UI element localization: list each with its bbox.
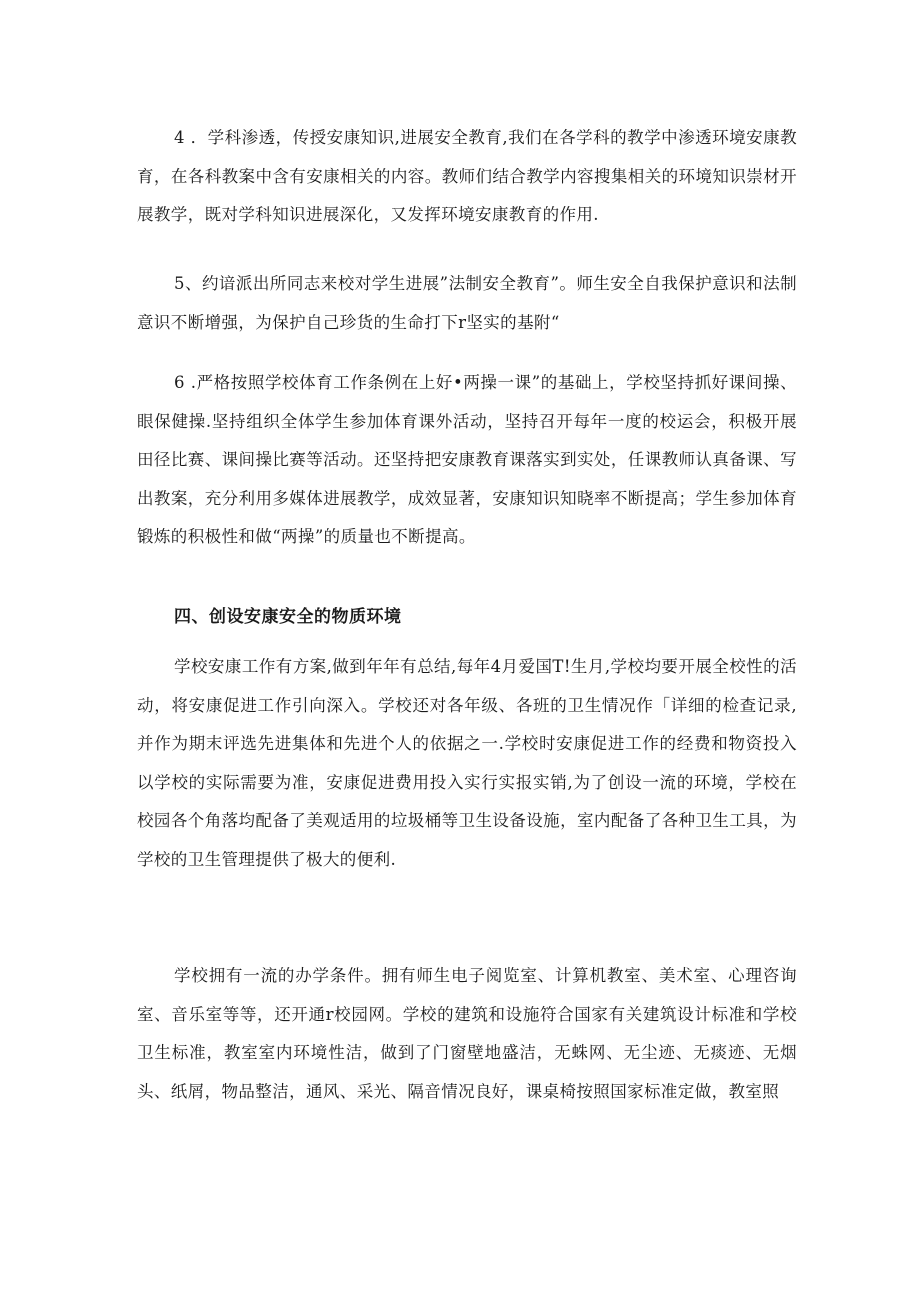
paragraph-legal-safety-education: 5、约谙派出所同志来校对学生进展”法制安全教育”。师生安全自我保护意识和法制意识不断增强，为保护自己珍货的生命打下r坚实的基附“ (137, 274, 797, 332)
paragraph-subject-integration: 4 ．学科渗透，传授安康知识,进展安全教育,我们在各学科的教学中渗透环境安康教育，在各科教案中含有安康相关的内容。教师们结合教学内容搜集相关的环境知识崇材开展教学，既对学科知识进展深化，又发挥环境安康教育的作用. (137, 128, 797, 224)
paragraph-physical-education: 6 .严格按照学校体育工作条例在上好•两操一课”的基础上，学校坚持抓好课间操、眼保健操.坚持组织全体学生参加体育课外活动，坚持召开每年一度的校运会，积极开展田径比赛、课间操比赛等活动。还坚持把安康教育课落实到实处，任课教师认真备课、写出教案，充分利用多媒体进展教学，成效显著，安康知识知晓率不断提高；学生参加体育锻炼的积极性和做“两操”的质量也不断提高。 (137, 373, 797, 546)
section-heading-physical-environment: 四、创设安康安全的物质环境 (174, 607, 402, 627)
paragraph-health-work-plan: 学校安康工作有方案,做到年年有总结,每年4月爱国T!生月,学校均要开展全校性的活动，将安康促进工作引向深入。学校还对各年级、各班的卫生情况作「详细的检查记录,并作为期末评选先进集体和先进个人的依据之一.学校时安康促进工作的经费和物资投入以学校的实际需要为准，安康促进费用投入实行实报实销,为了创设一流的环境，学校在校园各个角落均配备了美观适用的垃圾桶等卫生设备设施，室内配备了各种卫生工具，为学校的卫生管理提供了极大的便利. (137, 657, 797, 869)
paragraph-school-facilities: 学校拥有一流的办学条件。拥有师生电子阅览室、计算机教室、美术室、心理咨询室、音乐室等等，还开通r校园网。学校的建筑和设施符合国家有关建筑设计标准和学校卫生标准，教室室内环境性洁，做到了门窗壁地盛洁，无蛛网、无尘迹、无痰迹、无烟头、纸屑，物品整洁，通风、采光、隔音情况良好，课桌椅按照国家标准定做，教室照 (137, 966, 797, 1101)
